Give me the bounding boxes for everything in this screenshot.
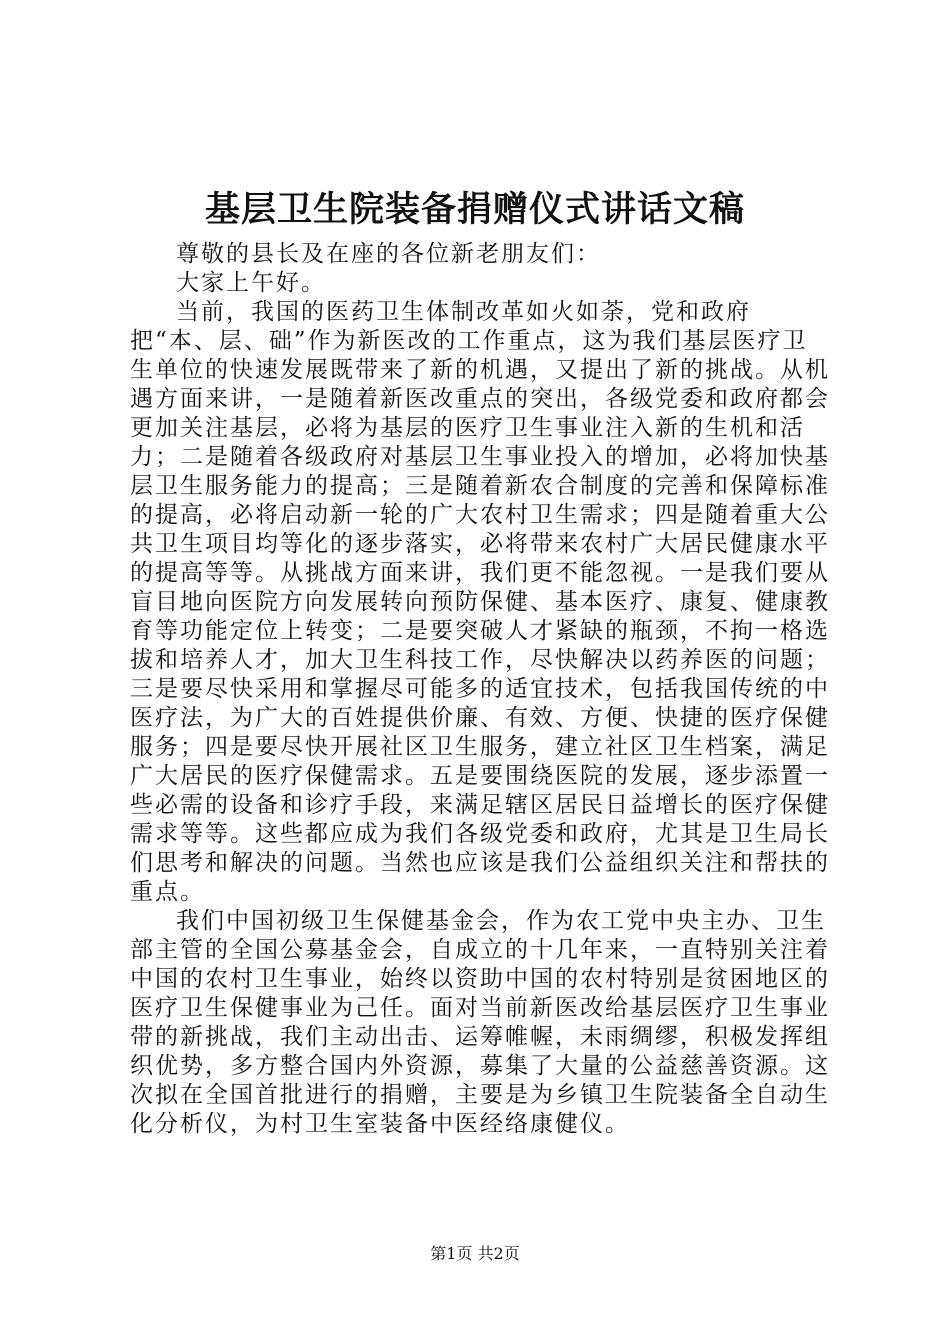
- paragraph-salutation: 尊敬的县长及在座的各位新老朋友们：: [176, 241, 601, 267]
- paragraph-reform-context: 当前，我国的医药卫生体制改革如火如荼，党和政府把“本、层、础”作为新医改的工作重点，这为我们基层医疗卫生单位的快速发展既带来了新的机遇，又提出了新的挑战。从机遇方面来讲，一是随着新医改重点的突出，各级党委和政府都会更加关注基层，必将为基层的医疗卫生事业注入新的生机和活力；二是随着各级政府对基层卫生事业投入的增加，必将加快基层卫生服务能力的提高；三是随着新农合制度的完善和保障标准的提高，必将启动新一轮的广大农村卫生需求；四是随着重大公共卫生项目均等化的逐步落实，必将带来农村广大居民健康水平的提高等等。从挑战方面来讲，我们更不能忽视。一是我们要从盲目地向医院方向发展转向预防保健、基本医疗、康复、健康教育等功能定位上转变；二是要突破人才紧缺的瓶颈，不拘一格选拔和培养人才，加大卫生科技工作，尽快解决以药养医的问题；三是要尽快采用和掌握尽可能多的适宜技术，包括我国传统的中医疗法，为广大的百姓提供价廉、有效、方便、快捷的医疗保健服务；四是要尽快开展社区卫生服务，建立社区卫生档案，满足广大居民的医疗保健需求。五是要围绕医院的发展，逐步添置一些必需的设备和诊疗手段，来满足辖区居民日益增长的医疗保健需求等等。这些都应成为我们各级党委和政府，尤其是卫生局长们思考和解决的问题。当然也应该是我们公益组织关注和帮扶的重点。: [130, 299, 830, 905]
- document-title: 基层卫生院装备捐赠仪式讲话文稿: [204, 189, 745, 230]
- paragraph-greeting: 大家上午好。: [176, 270, 326, 296]
- paragraph-foundation: 我们中国初级卫生保健基金会，作为农工党中央主办、卫生部主管的全国公募基金会，自成立的十几年来，一直特别关注着中国的农村卫生事业，始终以资助中国的农村特别是贫困地区的医疗卫生保健事业为己任。面对当前新医改给基层医疗卫生事业带的新挑战，我们主动出击、运筹帷幄，未雨绸缪，积极发挥组织优势，多方整合国内外资源，募集了大量的公益慈善资源。这次拟在全国首批进行的捐赠，主要是为乡镇卫生院装备全自动生化分析仪，为村卫生室装备中医经络康健仪。: [130, 908, 830, 1137]
- page-number-footer: 第1页 共2页: [430, 1244, 520, 1263]
- document-body: [130, 240, 830, 1139]
